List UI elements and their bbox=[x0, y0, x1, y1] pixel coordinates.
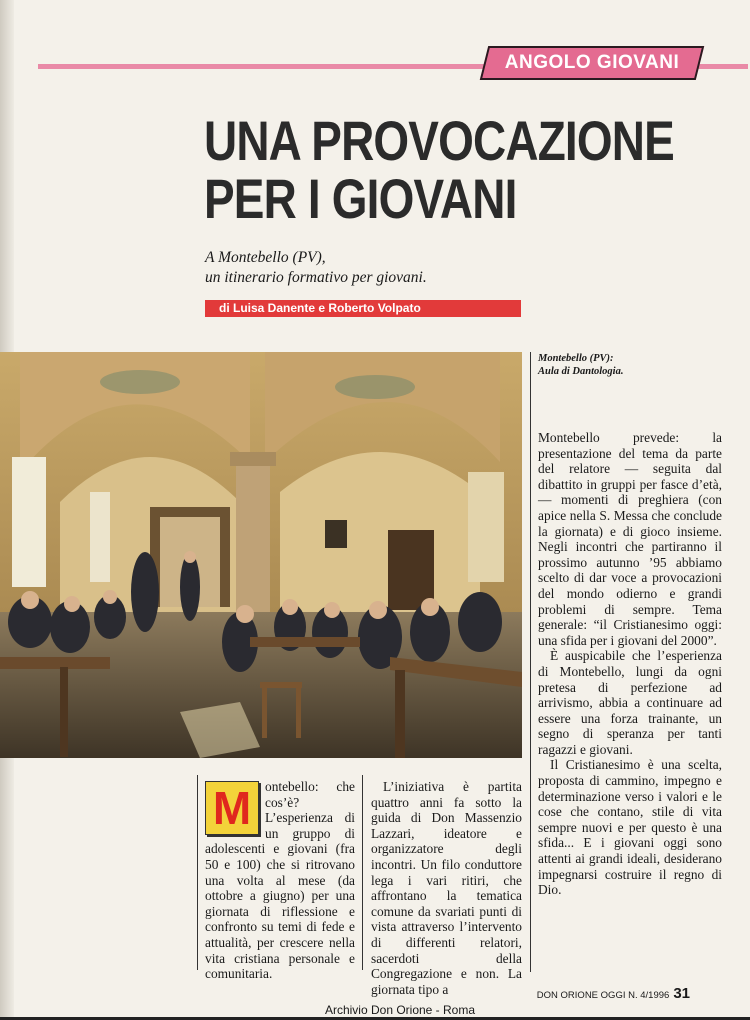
classroom-photo bbox=[0, 352, 522, 758]
article-subtitle bbox=[205, 248, 535, 288]
publication-label: DON ORIONE OGGI N. 4/1996 bbox=[536, 990, 670, 1001]
caption-line-2: Aula di Dantologia. bbox=[538, 366, 624, 377]
section-tag bbox=[480, 46, 704, 80]
body-column-2-text: L’iniziativa è partita quattro anni fa sotto la guida di Don Massenzio Lazzari, ideatore e organizzatore degli incontri. Un filo conduttore lega i vari ritiri, che affrontano la tematica comune da svariati punti di vista attraverso l’intervento di differenti relatori, sacerdoti della Congregazione e non. La giornata tipo a bbox=[371, 779, 522, 997]
drop-cap: M bbox=[205, 781, 259, 835]
column-divider-right bbox=[530, 352, 531, 972]
body-column-3-paragraph-1: Montebello prevede: la presentazione del tema da parte del relatore — seguita dal dibattito in gruppi per fasce d’età, — momenti di preghiera (con apice nella S. Messa che conclude la giornata) e di gioco insieme. Negli incontri che partiranno il prossimo autunno ’95 abbiamo scelto di dar voce a provocazioni del mondo odierno e grandi problemi di sempre. Tema generale: “il Cristianesimo oggi: una sfida per i giovani del 2000”. bbox=[538, 430, 722, 648]
body-column-3-paragraph-3: Il Cristianesimo è una scelta, proposta di cammino, impegno e determinazione verso i valori e le cose che contano, stile di vita sempre nuovi e per questo è una sfida... E i giovani oggi sono attenti ai grandi ideali, desiderano impegnarsi costruire il regno di Dio. bbox=[538, 757, 722, 898]
body-column-3 bbox=[538, 430, 722, 898]
classroom-illustration bbox=[0, 352, 522, 758]
body-column-3-paragraph-2: È auspicabile che l’esperienza di Montebello, lungi da ogni pretesa di perfezione ad arrivismo, abbia a continuare ad essere una forza trainante, un segno di speranza per tanti ragazzi e giovani. bbox=[538, 648, 722, 757]
archive-watermark: Archivio Don Orione - Roma bbox=[324, 1003, 476, 1017]
column-divider-middle bbox=[362, 775, 363, 970]
section-tag-label: ANGOLO GIOVANI bbox=[504, 52, 680, 73]
body-column-1 bbox=[205, 779, 355, 982]
page-footer bbox=[520, 985, 690, 1002]
body-column-2 bbox=[371, 779, 522, 997]
column-divider-left bbox=[197, 775, 198, 970]
photo-caption bbox=[538, 352, 728, 378]
article-title bbox=[204, 109, 674, 230]
page-number: 31 bbox=[673, 985, 690, 1002]
byline-bar: di Luisa Danente e Roberto Volpato bbox=[205, 300, 521, 317]
subtitle-line-1: A Montebello (PV), bbox=[205, 249, 326, 266]
title-line-2: PER I GIOVANI bbox=[204, 167, 517, 230]
body-column-1-text: ontebello: che cos’è? L’esperienza di un gruppo di adolescenti e giovani (fra 50 e 100) che si ritrovano una volta al mese (da ottobre a giugno) per una giornata di riflessione e confronto su temi di fede e attualità, per crescere nella vita cristiana personale e comunitaria. bbox=[205, 779, 355, 982]
subtitle-line-2: un itinerario formativo per giovani. bbox=[205, 269, 427, 286]
caption-line-1: Montebello (PV): bbox=[538, 353, 614, 364]
title-line-1: UNA PROVOCAZIONE bbox=[204, 109, 674, 172]
